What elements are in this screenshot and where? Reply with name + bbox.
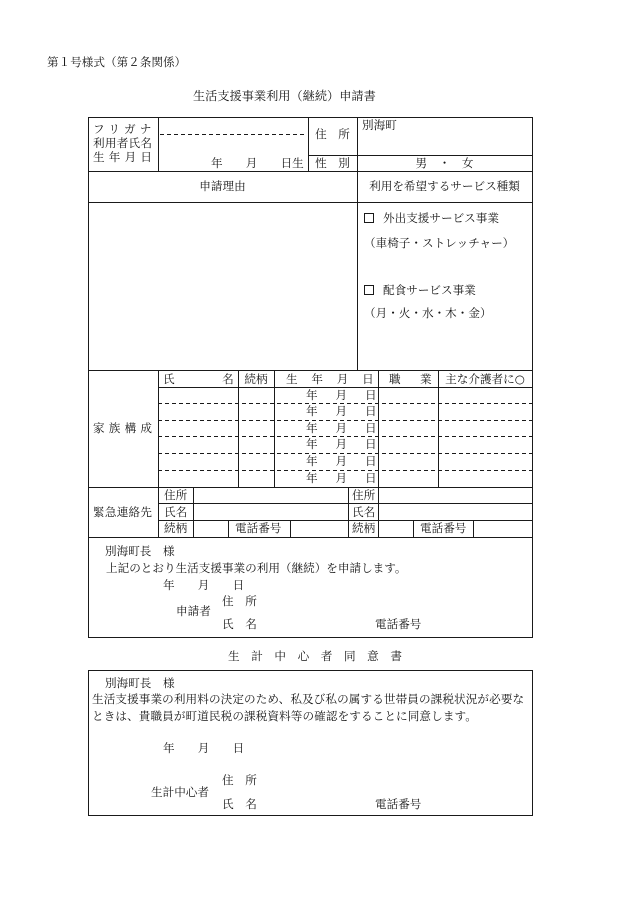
declaration-applicant-label: 申請者 (176, 604, 211, 618)
form-title: 生活支援事業利用（継続）申請書 (193, 89, 376, 103)
meal-delivery-checkbox[interactable] (364, 285, 374, 295)
emergency-1-phone-label: 電話番号 (235, 521, 282, 535)
declaration-phone-label: 電話番号 (375, 617, 422, 631)
furigana-dashed-line (160, 134, 307, 135)
family-birth-date-placeholder: 年 月 日 (306, 388, 380, 402)
service-type-label: 利用を希望するサービス種類 (369, 179, 520, 193)
emergency-2-relation-label: 続柄 (352, 521, 376, 535)
family-header-relation: 続柄 (244, 372, 268, 386)
emergency-column-divider (473, 520, 474, 537)
applicant-name-label: 利用者氏名 (93, 136, 153, 150)
emergency-column-divider (228, 520, 229, 537)
row-divider (88, 202, 533, 203)
family-column-divider (238, 370, 239, 487)
row-divider (88, 537, 533, 538)
address-label: 住 所 (315, 127, 350, 141)
outing-support-checkbox[interactable] (364, 213, 374, 223)
emergency-1-name-label: 氏名 (164, 505, 188, 519)
emergency-column-divider (378, 487, 379, 537)
emergency-column-divider (290, 520, 291, 537)
consent-body-line: 生活支援事業の利用料の決定のため、私及び私の属する世帯員の課税状況が必要な (92, 692, 525, 706)
emergency-column-divider (413, 520, 414, 537)
consent-date: 年 月 日 (163, 741, 245, 755)
declaration-name-label: 氏 名 (222, 617, 257, 631)
column-divider (158, 117, 159, 171)
form-number: 第１号様式（第２条関係） (47, 55, 187, 69)
sex-label: 性 別 (315, 156, 350, 170)
row-divider (88, 370, 533, 371)
application-reason-label: 申請理由 (199, 179, 246, 193)
declaration-addressee: 別海町長 様 (105, 544, 175, 558)
consent-name-label: 氏 名 (222, 797, 257, 811)
emergency-1-relation-label: 続柄 (164, 521, 188, 535)
row-divider (88, 171, 533, 172)
consent-addressee: 別海町長 様 (105, 676, 175, 690)
emergency-2-phone-label: 電話番号 (420, 521, 467, 535)
declaration-date: 年 月 日 (163, 578, 245, 592)
family-birth-date-placeholder: 年 月 日 (306, 437, 380, 451)
consent-title: 生 計 中 心 者 同 意 書 (228, 649, 402, 663)
family-birth-date-placeholder: 年 月 日 (306, 421, 380, 435)
meal-delivery-service-note: （月・火・水・木・金） (364, 306, 492, 320)
column-divider (158, 370, 159, 537)
family-composition-label: 家族構成 (93, 421, 157, 435)
consent-signer-label: 生計中心者 (151, 785, 209, 799)
birth-date-format: 年 月 日生 (211, 156, 304, 170)
family-header-occupation: 職 業 (389, 372, 436, 386)
emergency-column-divider (348, 487, 349, 537)
declaration-address-label: 住 所 (222, 594, 257, 608)
family-birth-date-placeholder: 年 月 日 (306, 454, 380, 468)
emergency-1-address-label: 住所 (164, 488, 188, 502)
column-divider (357, 171, 358, 370)
birth-date-label: 生年月日 (93, 150, 157, 164)
outing-support-service-note: （車椅子・ストレッチャー） (364, 236, 515, 250)
meal-delivery-service-label: 配食サービス事業 (383, 283, 476, 297)
sex-options: 男 ・ 女 (415, 156, 474, 170)
address-value: 別海町 (362, 118, 397, 132)
family-birth-date-placeholder: 年 月 日 (306, 471, 380, 485)
family-column-divider (438, 370, 439, 487)
row-divider (88, 487, 533, 488)
emergency-row-divider (158, 503, 533, 504)
consent-body-line: ときは、貴職員が町道民税の課税資料等の確認をすることに同意します。 (92, 709, 477, 723)
furigana-label: フリガナ (93, 122, 156, 136)
emergency-2-address-label: 住所 (352, 488, 376, 502)
emergency-2-name-label: 氏名 (352, 505, 376, 519)
family-birth-date-placeholder: 年 月 日 (306, 404, 380, 418)
consent-address-label: 住 所 (222, 773, 257, 787)
emergency-contact-label: 緊急連絡先 (93, 505, 153, 519)
emergency-row-divider (158, 520, 533, 521)
consent-phone-label: 電話番号 (375, 797, 422, 811)
family-column-divider (274, 370, 275, 487)
emergency-column-divider (193, 487, 194, 537)
outing-support-service-label: 外出支援サービス事業 (383, 211, 499, 225)
family-header-name: 氏 名 (163, 372, 242, 386)
declaration-statement: 上記のとおり生活支援事業の利用（継続）を申請します。 (106, 561, 407, 575)
family-header-birth: 生 年 月 日 (286, 372, 375, 386)
family-header-caregiver: 主な介護者に○ (445, 372, 525, 386)
